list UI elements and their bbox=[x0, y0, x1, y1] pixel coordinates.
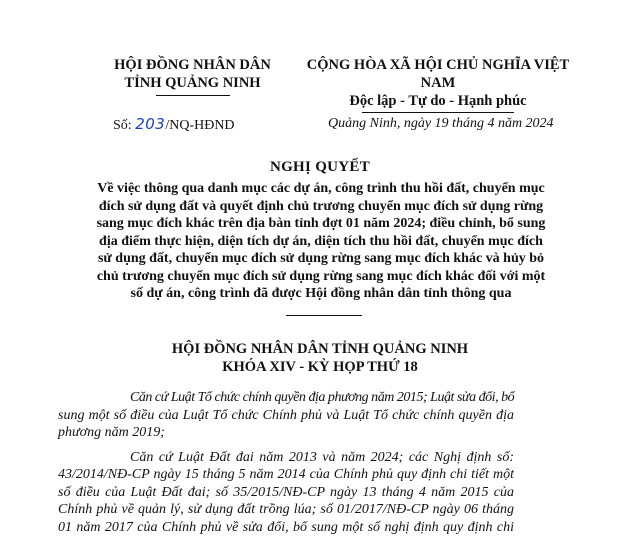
subject-line: địa điểm thực hiện, diện tích dự án, diện tích thu hồi đất, chuyển mục đích bbox=[99, 233, 543, 249]
document-title: NGHỊ QUYẾT bbox=[269, 159, 371, 175]
subject-line: sử dụng đất, chuyển mục đích sử dụng rừng sang mục đích khác và hủy bỏ bbox=[97, 251, 545, 266]
subject-line: chủ trương chuyển mục đích sử dụng rừng sang mục đích khác đối với một bbox=[96, 268, 546, 284]
body-line: Chính phủ về quản lý, sử dụng đất trồng lúa; số 01/2017/NĐ-CP ngày 06 tháng bbox=[58, 502, 514, 517]
subject-line: số dự án, công trình đã được Hội đồng nhân dân tỉnh thông qua bbox=[130, 286, 512, 301]
council-heading bbox=[0, 340, 640, 376]
national-motto: Độc lập - Tự do - Hạnh phúc bbox=[349, 93, 527, 109]
body-line: số điều của Luật Đất đai; số 35/2015/NĐ-CP ngày 13 tháng 4 năm 2015 của bbox=[58, 484, 514, 500]
council-session: KHÓA XIV - KỲ HỌP THỨ 18 bbox=[222, 359, 418, 375]
subject-line: Về việc thông qua danh mục các dự án, công trình thu hồi đất, chuyển mục bbox=[97, 181, 545, 196]
issuing-body-line1: HỘI ĐỒNG NHÂN DÂN bbox=[114, 57, 271, 73]
council-name: HỘI ĐỒNG NHÂN DÂN TỈNH QUẢNG NINH bbox=[171, 341, 469, 357]
body-line: Căn cứ Luật Đất đai năm 2013 và năm 2024; các Nghị định số: bbox=[130, 449, 514, 465]
issuing-body-underline bbox=[156, 95, 230, 96]
subject-line: sang mục đích khác trên địa bàn tỉnh đợt 01 năm 2024; điều chỉnh, bổ sung bbox=[96, 216, 546, 231]
issuing-body bbox=[95, 56, 290, 96]
document-number-prefix: Số: bbox=[113, 118, 136, 133]
issuing-body-line2: TỈNH QUẢNG NINH bbox=[124, 75, 261, 91]
subject-underline bbox=[286, 315, 362, 316]
body-paragraph bbox=[58, 449, 586, 537]
body-line: Căn cứ Luật Tổ chức chính quyền địa phương năm 2015; Luật sửa đổi, bổ bbox=[130, 390, 515, 405]
body-line: phương năm 2019; bbox=[58, 425, 165, 440]
document-subject bbox=[96, 180, 546, 303]
document-number-handwritten: 203 bbox=[135, 115, 166, 133]
place-date: Quảng Ninh, ngày 19 tháng 4 năm 2024 bbox=[328, 116, 554, 131]
document-number-suffix: /NQ-HĐND bbox=[165, 118, 235, 133]
body-line: sung một số điều của Luật Tổ chức Chính phủ và Luật Tổ chức chính quyền địa bbox=[58, 407, 514, 423]
national-name: CỘNG HÒA XÃ HỘI CHỦ NGHĨA VIỆT NAM bbox=[306, 57, 570, 91]
national-motto-underline bbox=[362, 112, 514, 113]
body-line: 01 năm 2017 của Chính phủ về sửa đổi, bổ sung một số nghị định quy định chi bbox=[58, 519, 514, 535]
body-line: 43/2014/NĐ-CP ngày 15 tháng 5 năm 2014 của Chính phủ quy định chi tiết một bbox=[58, 467, 514, 482]
subject-line: đích sử dụng đất và quyết định chủ trương chuyển mục đích sử dụng rừng bbox=[98, 198, 544, 214]
document-number bbox=[113, 115, 235, 134]
national-heading bbox=[288, 56, 588, 113]
body-paragraph bbox=[58, 389, 586, 442]
document-body bbox=[58, 389, 586, 543]
